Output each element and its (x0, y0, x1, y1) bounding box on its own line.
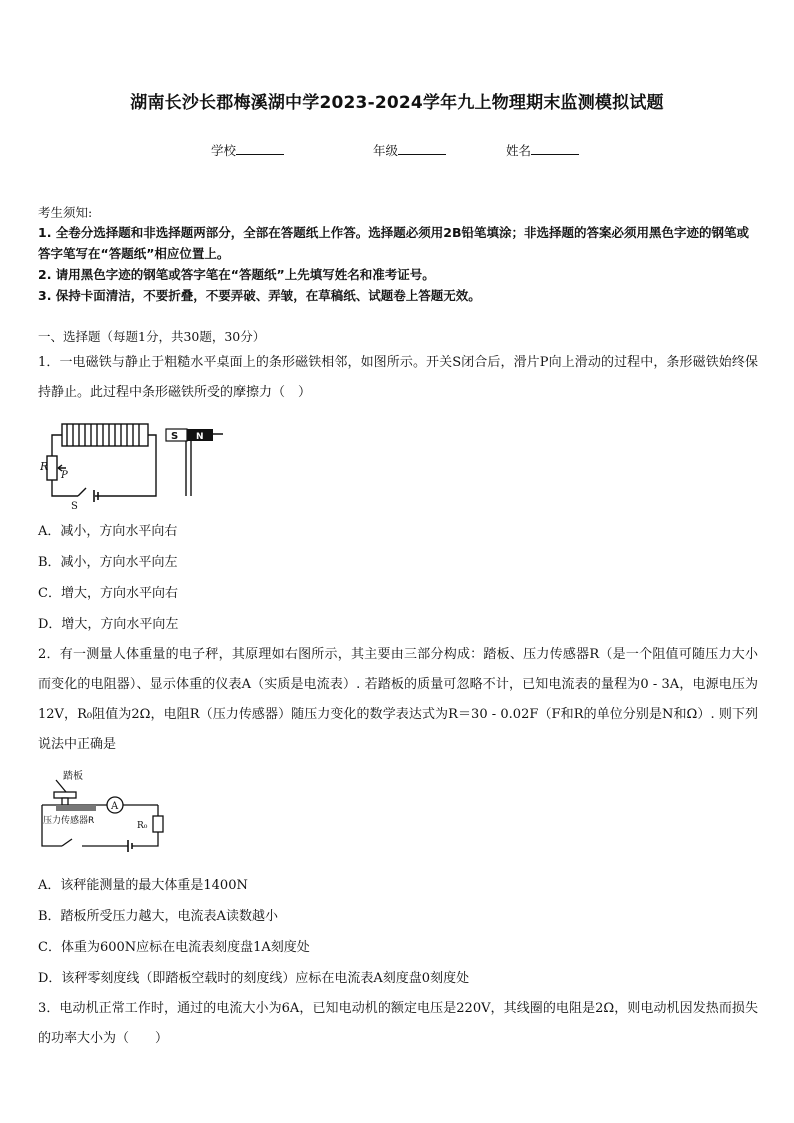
question-1-stem: 1．一电磁铁与静止于粗糙水平桌面上的条形磁铁相邻，如图所示。开关S闭合后，滑片P向上滑动的过程中，条形磁铁始终保持静止。此过程中条形磁铁所受的摩擦力（ ） (38, 355, 758, 400)
name-field (506, 141, 579, 159)
question-2-figure (38, 768, 166, 860)
question-1-option-a: A．减小，方向水平向右 (38, 524, 178, 539)
page-title: 湖南长沙长郡梅溪湖中学2023-2024学年九上物理期末监测模拟试题 (130, 93, 664, 113)
question-1-figure (40, 418, 240, 518)
name-label: 姓名 (506, 143, 532, 158)
switch-label: S (71, 501, 78, 512)
question-2-option-a: A．该秤能测量的最大体重是1400N (38, 878, 248, 893)
school-blank (236, 142, 284, 155)
question-2-option-d: D．该秤零刻度线（即踏板空载时的刻度线）应标在电流表A刻度盘0刻度处 (38, 971, 470, 986)
question-2-option-b: B．踏板所受压力越大，电流表A读数越小 (38, 909, 278, 924)
section-heading: 一、选择题（每题1分，共30题，30分） (38, 329, 266, 344)
notice-heading: 考生须知: (38, 205, 93, 220)
magnet-s-label: S (171, 431, 179, 442)
question-1-option-d: D．增大，方向水平向左 (38, 617, 179, 632)
pedal-label: 踏板 (63, 771, 83, 782)
question-3-stem: 3．电动机正常工作时，通过的电流大小为6A，已知电动机的额定电压是220V，其线圈的电阻是2Ω，则电动机因发热而损失的功率大小为（ ） (38, 1001, 758, 1046)
notice-item-3: 3. 保持卡面清洁，不要折叠，不要弄破、弄皱，在草稿纸、试题卷上答题无效。 (38, 288, 481, 303)
question-1-option-c: C．增大，方向水平向右 (38, 586, 178, 601)
r0-label: R₀ (137, 821, 148, 831)
slider-label: P (61, 470, 68, 481)
notice-item-1: 1. 全卷分选择题和非选择题两部分，全部在答题纸上作答。选择题必须用2B铅笔填涂；非选择题的答案必须用黑色字迹的钢笔或答字笔写在“答题纸”相应位置上。 (38, 225, 750, 261)
ammeter-label: A (111, 801, 119, 812)
grade-label: 年级 (373, 143, 399, 158)
grade-field (373, 141, 446, 159)
grade-blank (398, 142, 446, 155)
question-2-option-c: C．体重为600N应标在电流表刻度盘1A刻度处 (38, 940, 310, 955)
school-field (211, 141, 284, 159)
question-1-option-b: B．减小，方向水平向左 (38, 555, 178, 570)
question-2-stem: 2．有一测量人体重量的电子秤，其原理如右图所示，其主要由三部分构成：踏板、压力传感器R（是一个阻值可随压力大小而变化的电阻器）、显示体重的仪表A（实质是电流表）. 若踏板的质量可忽略不计，已知电流表的量程为0 - 3A，电源电压为12V，R₀阻值为2Ω，电阻R（压力传感器）随压力变化的数学表达式为R＝30 - 0.02F（F和R的单位分别是N和Ω）. 则下列说法中正确是 (38, 647, 758, 752)
notice-item-2: 2. 请用黑色字迹的钢笔或答字笔在“答题纸”上先填写姓名和准考证号。 (38, 267, 435, 282)
magnet-n-label: N (196, 432, 204, 442)
name-blank (531, 142, 579, 155)
sensor-label: 压力传感器R (43, 816, 95, 826)
school-label: 学校 (211, 143, 237, 158)
rheostat-label: R (40, 460, 49, 473)
